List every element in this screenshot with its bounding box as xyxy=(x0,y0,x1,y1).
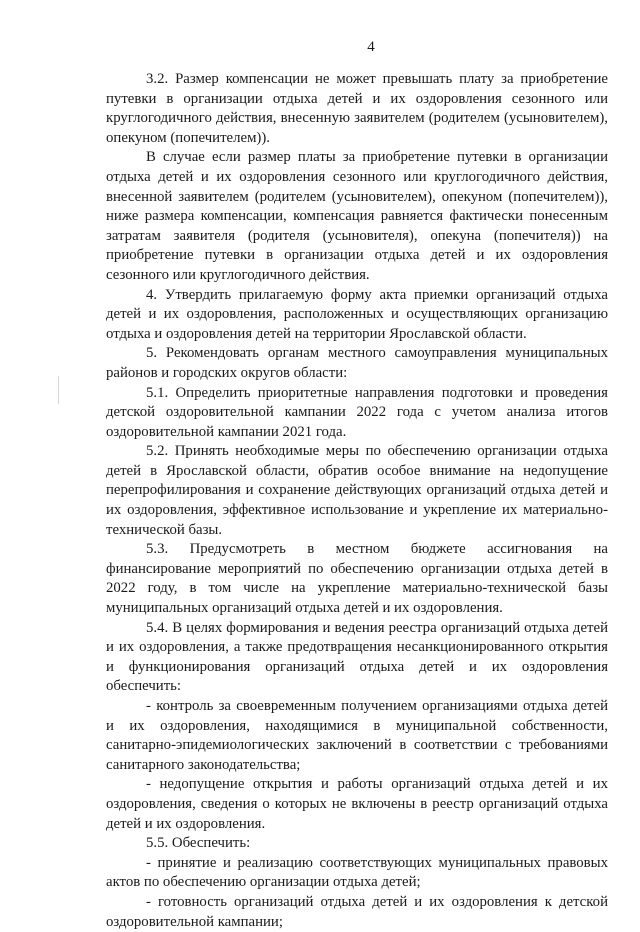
list-item-prevention: - недопущение открытия и работы организаций отдыха детей и их оздоровления, сведения о которых не включены в реестр организаций отдыха детей и их оздоровления. xyxy=(106,776,608,832)
paragraph-5-2: 5.2. Принять необходимые меры по обеспечению организации отдыха детей в Ярославской области, обратив особое внимание на недопущение перепрофилирования и сохранение действующих организаций отдыха детей и их оздоровления, эффективное использование и укрепление их материально-технической базы. xyxy=(106,443,608,538)
paragraph-3-2: 3.2. Размер компенсации не может превышать плату за приобретение путевки в организации отдыха детей и их оздоровления сезонного или круглогодичного действия, внесенную заявителем (родителем (усыновителем), опекуном (попечителем)). xyxy=(106,71,608,146)
paragraph-5: 5. Рекомендовать органам местного самоуправления муниципальных районов и городских округов области: xyxy=(106,345,608,381)
paragraph-5-3: 5.3. Предусмотреть в местном бюджете ассигнования на финансирование мероприятий по обеспечению организации отдыха детей в 2022 году, в том числе на укрепление материально-технической базы муниципальных организаций отдыха детей и их оздоровления. xyxy=(106,541,608,617)
paragraph-compensation-case: В случае если размер платы за приобретение путевки в организации отдыха детей и их оздоровления сезонного или круглогодичного действия, внесенной заявителем (родителем (усыновителем), опекуном (попечителем)), ниже размера компенсации, компенсация равняется фактически понесенным затратам заявителя (родителя (усыновителя), опекуна (попечителя)) на приобретение путевки в организации отдыха детей и их оздоровления сезонного или круглогодичного действия. xyxy=(106,149,608,283)
paragraph-5-5: 5.5. Обеспечить: xyxy=(146,835,251,852)
paragraph-4: 4. Утвердить прилагаемую форму акта приемки организаций отдыха детей и их оздоровления, расположенных и осуществляющих организацию отдыха и оздоровления детей на территории Ярославской области. xyxy=(106,286,608,342)
margin-scan-mark xyxy=(58,376,59,404)
list-item-readiness: - готовность организаций отдыха детей и их оздоровления к детской оздоровительной кампании; xyxy=(106,893,608,930)
paragraph-5-4: 5.4. В целях формирования и ведения реестра организаций отдыха детей и их оздоровления, а также предотвращения несанкционированного открытия и функционирования организаций отдыха детей и их оздоровления обеспечить: xyxy=(106,619,608,695)
list-item-legal-acts: - принятие и реализацию соответствующих муниципальных правовых актов по обеспечению организации отдыха детей; xyxy=(106,854,608,891)
paragraph-5-1: 5.1. Определить приоритетные направления подготовки и проведения детской оздоровительной кампании 2022 года с учетом анализа итогов оздоровительной кампании 2021 года. xyxy=(106,384,608,440)
page-number: 4 xyxy=(367,39,375,55)
document-body xyxy=(106,70,608,932)
list-item-control: - контроль за своевременным получением организациями отдыха детей и их оздоровления, находящимися в муниципальной собственности, санитарно-эпидемиологических заключений в соответствии с требованиями санитарного законодательства; xyxy=(106,698,608,773)
